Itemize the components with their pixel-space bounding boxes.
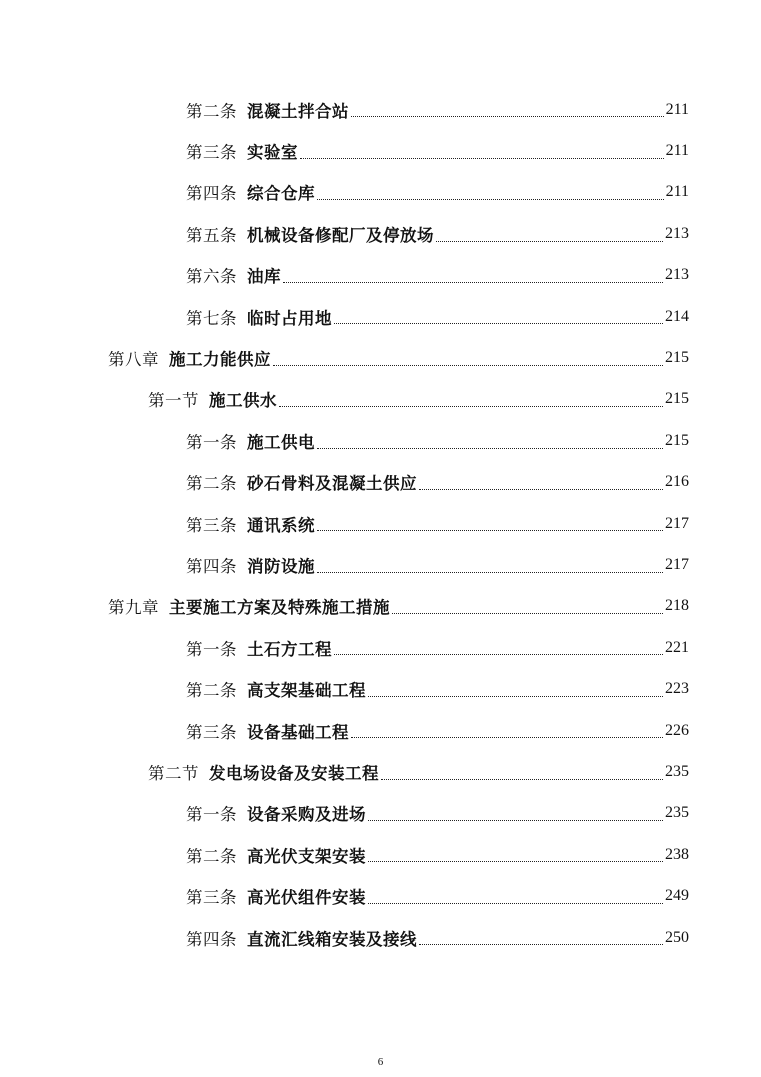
toc-entry-page: 217 [665,555,689,573]
dot-leader [334,322,663,324]
toc-entry-number: 第一条 [186,639,237,659]
toc-entry-title: 设备基础工程 [247,722,349,742]
toc-entry-title: 主要施工方案及特殊施工措施 [169,598,390,618]
toc-entry-number: 第二条 [186,101,237,121]
toc-entry-page: 213 [665,224,689,242]
toc-entry-number: 第三条 [186,515,237,535]
toc-entry-number: 第二条 [186,846,237,866]
toc-entry-page: 211 [665,183,689,201]
toc-entry[interactable] [0,296,761,337]
toc-entry-number: 第七条 [186,308,237,328]
toc-entry[interactable] [0,213,761,254]
toc-entry-page: 235 [665,762,689,780]
toc-entry-page: 249 [665,887,689,905]
toc-entry-title: 高光伏组件安装 [247,888,366,908]
toc-entry[interactable] [0,875,761,916]
toc-entry-title: 施工供水 [209,391,277,411]
toc-entry-title: 高光伏支架安装 [247,846,366,866]
toc-entry-page: 215 [665,390,689,408]
toc-entry-page: 221 [665,638,689,656]
toc-entry-number: 第一节 [148,391,199,411]
dot-leader [419,488,663,490]
toc-entry-number: 第五条 [186,225,237,245]
toc-entry-number: 第三条 [186,143,237,163]
toc-entry-title: 实验室 [247,143,298,163]
dot-leader [368,819,663,821]
toc-entry[interactable] [0,503,761,544]
toc-entry-title: 发电场设备及安装工程 [209,763,379,783]
toc-chapter-entry[interactable] [0,337,761,378]
toc-entry-title: 高支架基础工程 [247,681,366,701]
toc-entry-number: 第四条 [186,556,237,576]
toc-entry[interactable] [0,668,761,709]
dot-leader [351,115,664,117]
dot-leader [419,943,663,945]
toc-entry-title: 机械设备修配厂及停放场 [247,225,434,245]
toc-entry-page: 235 [665,804,689,822]
toc-section-entry[interactable] [0,379,761,420]
toc-entry-page: 216 [665,473,689,491]
toc-entry-title: 设备采购及进场 [247,805,366,825]
toc-entry-title: 直流汇线箱安装及接线 [247,929,417,949]
toc-entry[interactable] [0,834,761,875]
toc-entry-title: 消防设施 [247,556,315,576]
toc-entry-title: 施工力能供应 [169,350,271,370]
toc-entry[interactable] [0,544,761,585]
dot-leader [317,447,663,449]
toc-entry[interactable] [0,462,761,503]
toc-entry[interactable] [0,710,761,751]
toc-entry-page: 211 [665,100,689,118]
toc-entry-number: 第四条 [186,184,237,204]
toc-chapter-entry[interactable] [0,586,761,627]
toc-entry-number: 第二条 [186,474,237,494]
toc-entry[interactable] [0,420,761,461]
toc-entry-page: 218 [665,597,689,615]
toc-entry-number: 第六条 [186,267,237,287]
toc-entry-page: 215 [665,349,689,367]
dot-leader [283,281,663,283]
toc-entry-page: 215 [665,431,689,449]
toc-entry-title: 油库 [247,267,281,287]
toc-entry-page: 238 [665,845,689,863]
toc-entry-number: 第二节 [148,763,199,783]
toc-entry-number: 第九章 [108,598,159,618]
toc-entry-title: 综合仓库 [247,184,315,204]
dot-leader [368,695,663,697]
dot-leader [368,902,663,904]
toc-entry-title: 土石方工程 [247,639,332,659]
toc-entry[interactable] [0,627,761,668]
table-of-contents [0,89,761,958]
toc-entry[interactable] [0,255,761,296]
toc-entry-title: 通讯系统 [247,515,315,535]
toc-entry-number: 第二条 [186,681,237,701]
toc-entry-number: 第三条 [186,888,237,908]
toc-entry-page: 213 [665,266,689,284]
toc-entry-page: 223 [665,680,689,698]
dot-leader [300,157,664,159]
toc-entry[interactable] [0,917,761,958]
toc-entry-page: 211 [665,142,689,160]
toc-section-entry[interactable] [0,751,761,792]
dot-leader [317,198,664,200]
dot-leader [351,736,663,738]
toc-entry-title: 临时占用地 [247,308,332,328]
toc-entry-page: 250 [665,928,689,946]
toc-entry-page: 217 [665,514,689,532]
toc-entry[interactable] [0,89,761,130]
toc-entry[interactable] [0,172,761,213]
dot-leader [279,405,663,407]
toc-entry-page: 226 [665,721,689,739]
toc-entry-number: 第三条 [186,722,237,742]
dot-leader [317,571,663,573]
toc-entry-number: 第一条 [186,805,237,825]
dot-leader [368,860,663,862]
dot-leader [381,778,663,780]
dot-leader [392,612,663,614]
toc-entry[interactable] [0,130,761,171]
toc-entry-title: 施工供电 [247,432,315,452]
dot-leader [273,364,663,366]
dot-leader [317,529,663,531]
toc-entry-number: 第八章 [108,350,159,370]
toc-entry-number: 第四条 [186,929,237,949]
toc-entry-title: 砂石骨料及混凝土供应 [247,474,417,494]
page-number: 6 [377,1056,384,1068]
toc-entry[interactable] [0,793,761,834]
dot-leader [436,240,663,242]
dot-leader [334,653,663,655]
toc-entry-number: 第一条 [186,432,237,452]
toc-entry-title: 混凝土拌合站 [247,101,349,121]
toc-entry-page: 214 [665,307,689,325]
